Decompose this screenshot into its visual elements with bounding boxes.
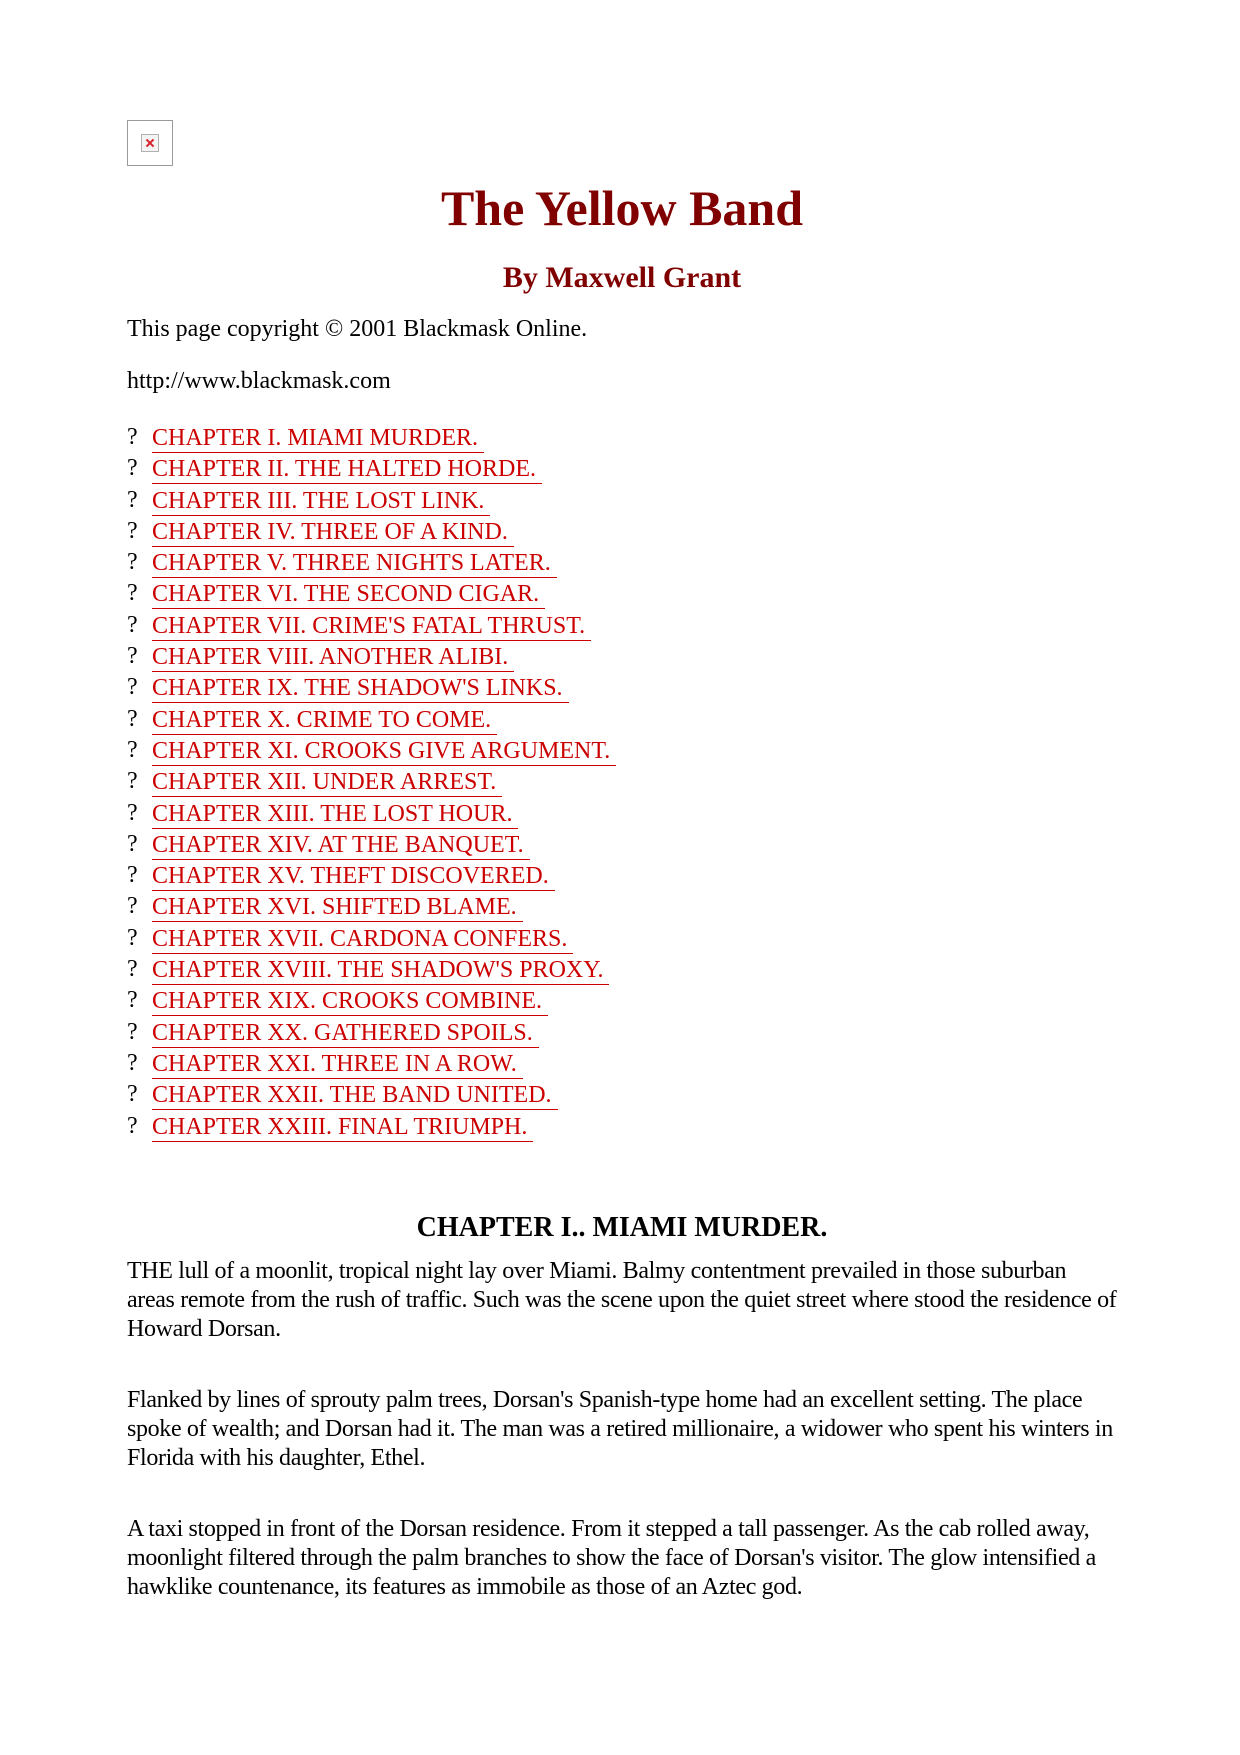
toc-link[interactable]: CHAPTER II. THE HALTED HORDE. bbox=[152, 455, 542, 484]
toc-bullet: ? bbox=[127, 768, 138, 795]
toc-link[interactable]: CHAPTER VII. CRIME'S FATAL THRUST. bbox=[152, 612, 591, 641]
toc-bullet: ? bbox=[127, 705, 138, 732]
site-url: http://www.blackmask.com bbox=[127, 368, 391, 394]
toc-link[interactable]: CHAPTER XIV. AT THE BANQUET. bbox=[152, 831, 530, 860]
toc-link[interactable]: CHAPTER XXIII. FINAL TRIUMPH. bbox=[152, 1113, 533, 1142]
toc-bullet: ? bbox=[127, 674, 138, 701]
toc-link[interactable]: CHAPTER XVIII. THE SHADOW'S PROXY. bbox=[152, 956, 609, 985]
toc-bullet: ? bbox=[127, 1018, 138, 1045]
toc-link[interactable]: CHAPTER X. CRIME TO COME. bbox=[152, 706, 497, 735]
toc-link[interactable]: CHAPTER VI. THE SECOND CIGAR. bbox=[152, 580, 545, 609]
toc-bullet: ? bbox=[127, 1049, 138, 1076]
toc-link[interactable]: CHAPTER XXI. THREE IN A ROW. bbox=[152, 1050, 523, 1079]
toc-link[interactable]: CHAPTER I. MIAMI MURDER. bbox=[152, 424, 484, 453]
toc-link[interactable]: CHAPTER XII. UNDER ARREST. bbox=[152, 768, 502, 797]
toc-link[interactable]: CHAPTER V. THREE NIGHTS LATER. bbox=[152, 549, 557, 578]
toc-bullet: ? bbox=[127, 486, 138, 513]
paragraph-2: Flanked by lines of sprouty palm trees, Dorsan's Spanish-type home had an excellent setting. The place spoke of wealth; and Dorsan had it. The man was a retired millionaire, a widower who spent his winters in Florida with his daughter, Ethel. bbox=[127, 1387, 1113, 1471]
toc-link[interactable]: CHAPTER XI. CROOKS GIVE ARGUMENT. bbox=[152, 737, 616, 766]
toc-bullet: ? bbox=[127, 643, 138, 670]
toc-bullet: ? bbox=[127, 1081, 138, 1108]
paragraph-3: A taxi stopped in front of the Dorsan residence. From it stepped a tall passenger. As the cab rolled away, moonlight filtered through the palm branches to show the face of Dorsan's visitor. The glow intensified a hawklike countenance, its features as immobile as those of an Aztec god. bbox=[127, 1516, 1096, 1600]
toc-bullet: ? bbox=[127, 1112, 138, 1139]
toc-link[interactable]: CHAPTER XIX. CROOKS COMBINE. bbox=[152, 987, 548, 1016]
toc-bullet: ? bbox=[127, 987, 138, 1014]
toc-bullet: ? bbox=[127, 611, 138, 638]
toc-link[interactable]: CHAPTER XV. THEFT DISCOVERED. bbox=[152, 862, 555, 891]
toc-bullet: ? bbox=[127, 736, 138, 763]
toc-bullet: ? bbox=[127, 424, 138, 450]
toc-bullet: ? bbox=[127, 580, 138, 607]
toc-bullet: ? bbox=[127, 924, 138, 951]
toc-link[interactable]: CHAPTER III. THE LOST LINK. bbox=[152, 487, 490, 516]
toc-link[interactable]: CHAPTER IX. THE SHADOW'S LINKS. bbox=[152, 674, 569, 703]
toc-bullet: ? bbox=[127, 799, 138, 826]
toc-bullet: ? bbox=[127, 830, 138, 857]
broken-image-cross bbox=[141, 134, 159, 152]
chapter-heading: CHAPTER I.. MIAMI MURDER. bbox=[416, 1212, 828, 1243]
toc-link[interactable]: CHAPTER XX. GATHERED SPOILS. bbox=[152, 1019, 539, 1048]
toc-link[interactable]: CHAPTER XVII. CARDONA CONFERS. bbox=[152, 925, 573, 954]
book-title: The Yellow Band bbox=[440, 180, 804, 236]
toc-link[interactable]: CHAPTER VIII. ANOTHER ALIBI. bbox=[152, 643, 514, 672]
toc-link[interactable]: CHAPTER XIII. THE LOST HOUR. bbox=[152, 800, 518, 829]
toc-bullet: ? bbox=[127, 455, 138, 482]
broken-image-icon bbox=[127, 120, 173, 166]
toc-bullet: ? bbox=[127, 862, 138, 889]
toc-bullet: ? bbox=[127, 956, 138, 983]
toc-link[interactable]: CHAPTER XXII. THE BAND UNITED. bbox=[152, 1081, 558, 1110]
copyright-notice: This page copyright © 2001 Blackmask Online. bbox=[127, 316, 588, 342]
toc-link[interactable]: CHAPTER IV. THREE OF A KIND. bbox=[152, 518, 514, 547]
toc-bullet: ? bbox=[127, 549, 138, 576]
book-author: By Maxwell Grant bbox=[502, 261, 742, 294]
toc-bullet: ? bbox=[127, 517, 138, 544]
toc-link[interactable]: CHAPTER XVI. SHIFTED BLAME. bbox=[152, 893, 523, 922]
paragraph-1: THE lull of a moonlit, tropical night lay over Miami. Balmy contentment prevailed in those suburban areas remote from the rush of traffic. Such was the scene upon the quiet street where stood the residence of Howard Dorsan. bbox=[127, 1258, 1117, 1342]
toc-bullet: ? bbox=[127, 893, 138, 920]
